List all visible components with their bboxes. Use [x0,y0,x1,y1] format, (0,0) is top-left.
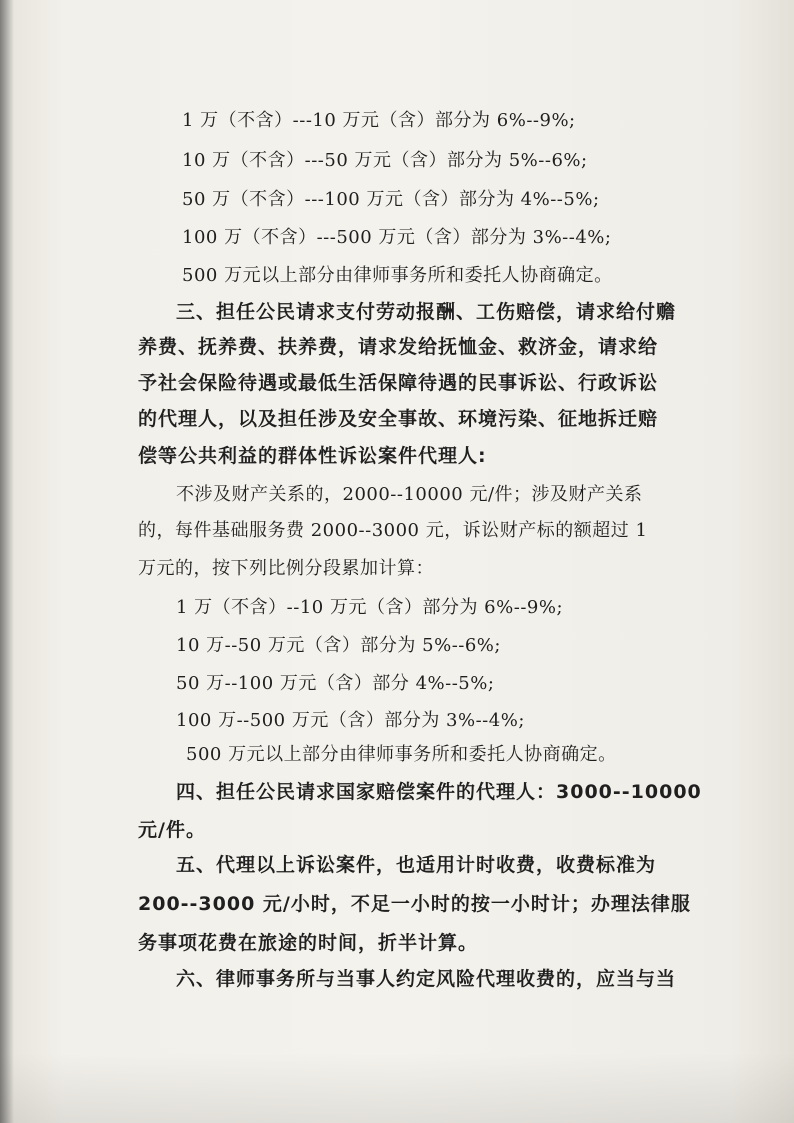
page-bottom-shadow [0,1053,794,1123]
section-heading-5: 五、代理以上诉讼案件，也适用计时收费，收费标准为 [176,854,657,876]
text-line: 偿等公共利益的群体性诉讼案件代理人: [138,445,487,467]
text-line: 1 万（不含）--10 万元（含）部分为 6%--9%; [176,597,564,618]
text-line: 1 万（不含）---10 万元（含）部分为 6%--9%; [182,110,576,131]
text-line: 10 万--50 万元（含）部分为 5%--6%; [176,635,501,656]
text-line: 养费、抚养费、扶养费，请求发给抚恤金、救济金，请求给 [138,336,659,358]
text-line: 务事项花费在旅途的时间，折半计算。 [138,932,479,954]
text-line: 50 万--100 万元（含）部分 4%--5%; [176,673,495,694]
text-line: 的代理人，以及担任涉及安全事故、环境污染、征地拆迁赔 [138,408,659,430]
text-line: 的，每件基础服务费 2000--3000 元，诉讼财产标的额超过 1 [138,520,648,541]
section-heading-3: 三、担任公民请求支付劳动报酬、工伤赔偿，请求给付赡 [176,301,677,323]
text-line: 万元的，按下列比例分段累加计算： [138,558,434,579]
text-line: 10 万（不含）---50 万元（含）部分为 5%--6%; [182,150,588,171]
section-heading-6: 六、律师事务所与当事人约定风险代理收费的，应当与当 [176,968,677,990]
text-line: 100 万--500 万元（含）部分为 3%--4%; [176,710,525,731]
page-edge-shadow [0,0,14,1123]
text-line: 200--3000 元/小时，不足一小时的按一小时计；办理法律服 [138,893,691,915]
text-line: 100 万（不含）---500 万元（含）部分为 3%--4%; [182,227,612,248]
text-line: 50 万（不含）---100 万元（含）部分为 4%--5%; [182,189,600,210]
section-heading-4: 四、担任公民请求国家赔偿案件的代理人：3000--10000 [176,781,702,803]
text-line: 不涉及财产关系的，2000--10000 元/件；涉及财产关系 [176,484,643,505]
text-line: 元/件。 [138,819,206,841]
text-line: 予社会保险待遇或最低生活保障待遇的民事诉讼、行政诉讼 [138,372,659,394]
text-line: 500 万元以上部分由律师事务所和委托人协商确定。 [186,744,617,765]
text-line: 500 万元以上部分由律师事务所和委托人协商确定。 [182,265,613,286]
